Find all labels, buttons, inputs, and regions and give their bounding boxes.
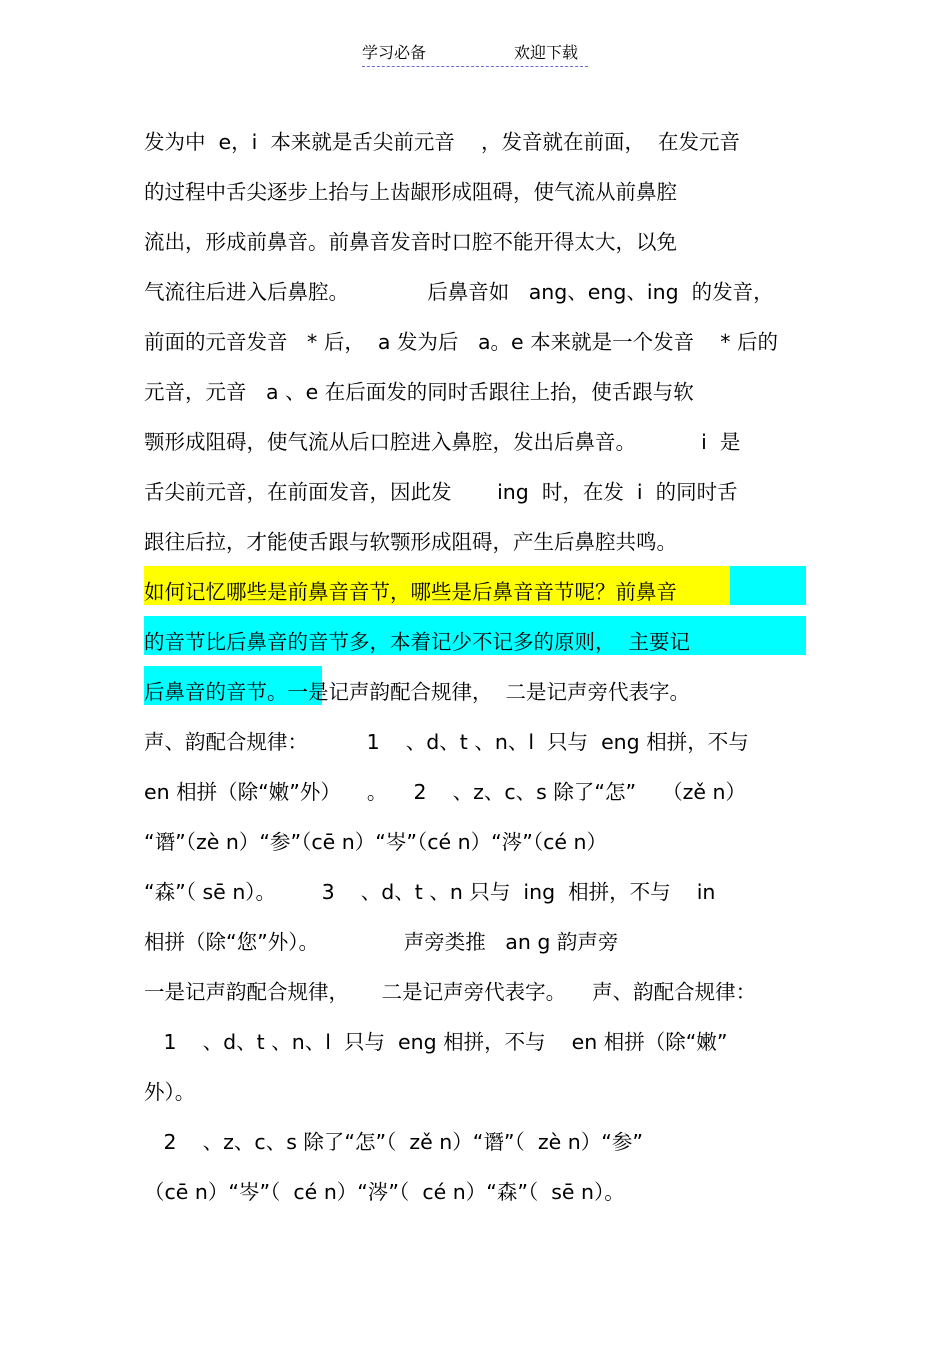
text-line: 流出，形成前鼻音。前鼻音发音时口腔不能开得太大，以免	[144, 230, 677, 254]
highlighted-text-line: 的音节比后鼻音的音节多，本着记少不记多的原则， 主要记	[144, 630, 691, 654]
text-line: en 相拼（除“嫩”外） 。 2 、z、c、s 除了“怎” （zě n）	[144, 780, 747, 804]
partially-highlighted-text-line: 后鼻音的音节。一是记声韵配合规律， 二是记声旁代表字。	[144, 680, 691, 704]
header-left-text: 学习必备	[362, 43, 427, 62]
text-line: 1 、d、t 、n、l 只与 eng 相拼，不与 en 相拼（除“嫩”	[144, 1030, 728, 1054]
text-line: 舌尖前元音，在前面发音，因此发 ing 时，在发 i 的同时舌	[144, 480, 738, 504]
text-line: 颚形成阻碍，使气流从后口腔进入鼻腔，发出后鼻音。 i 是	[144, 430, 741, 454]
header-right-text: 欢迎下载	[514, 43, 579, 62]
text-line: 元音，元音 a 、e 在后面发的同时舌跟往上抬，使舌跟与软	[144, 380, 694, 404]
text-line: 跟往后拉，才能使舌跟与软颚形成阻碍，产生后鼻腔共鸣。	[144, 530, 677, 554]
highlighted-text-line: 如何记忆哪些是前鼻音音节，哪些是后鼻音音节呢？前鼻音	[144, 580, 677, 604]
page-header	[362, 42, 588, 67]
text-line: 外）。	[144, 1080, 196, 1104]
text-line: 声、韵配合规律： 1 、d、t 、n、l 只与 eng 相拼，不与	[144, 730, 749, 754]
text-line: 发为中 e，i 本来就是舌尖前元音 ，发音就在前面， 在发元音	[144, 130, 740, 154]
text-line: 的过程中舌尖逐步上抬与上齿龈形成阻碍，使气流从前鼻腔	[144, 180, 677, 204]
text-line: 相拼（除“您”外）。 声旁类推 an g 韵声旁	[144, 930, 619, 954]
highlight-cyan-line-1	[730, 566, 806, 605]
text-line: 一是记声韵配合规律， 二是记声旁代表字。 声、韵配合规律：	[144, 980, 757, 1004]
text-line: 2 、z、c、s 除了“怎”（ zě n）“谮”（ zè n）“参”	[144, 1130, 643, 1154]
text-line: 前面的元音发音 * 后， a 发为后 a。e 本来就是一个发音 * 后的	[144, 330, 778, 354]
text-line: 气流往后进入后鼻腔。 后鼻音如 ang、eng、ing 的发音，	[144, 280, 774, 304]
text-line: “谮”（zè n）“参”（cē n）“岑”（cé n）“涔”（cé n）	[144, 830, 608, 854]
text-line: （cē n）“岑”（ cé n）“涔”（ cé n）“森”（ sē n）。	[144, 1180, 625, 1204]
text-line: “森”（ sē n）。 3 、d、t 、n 只与 ing 相拼，不与 in	[144, 880, 716, 904]
